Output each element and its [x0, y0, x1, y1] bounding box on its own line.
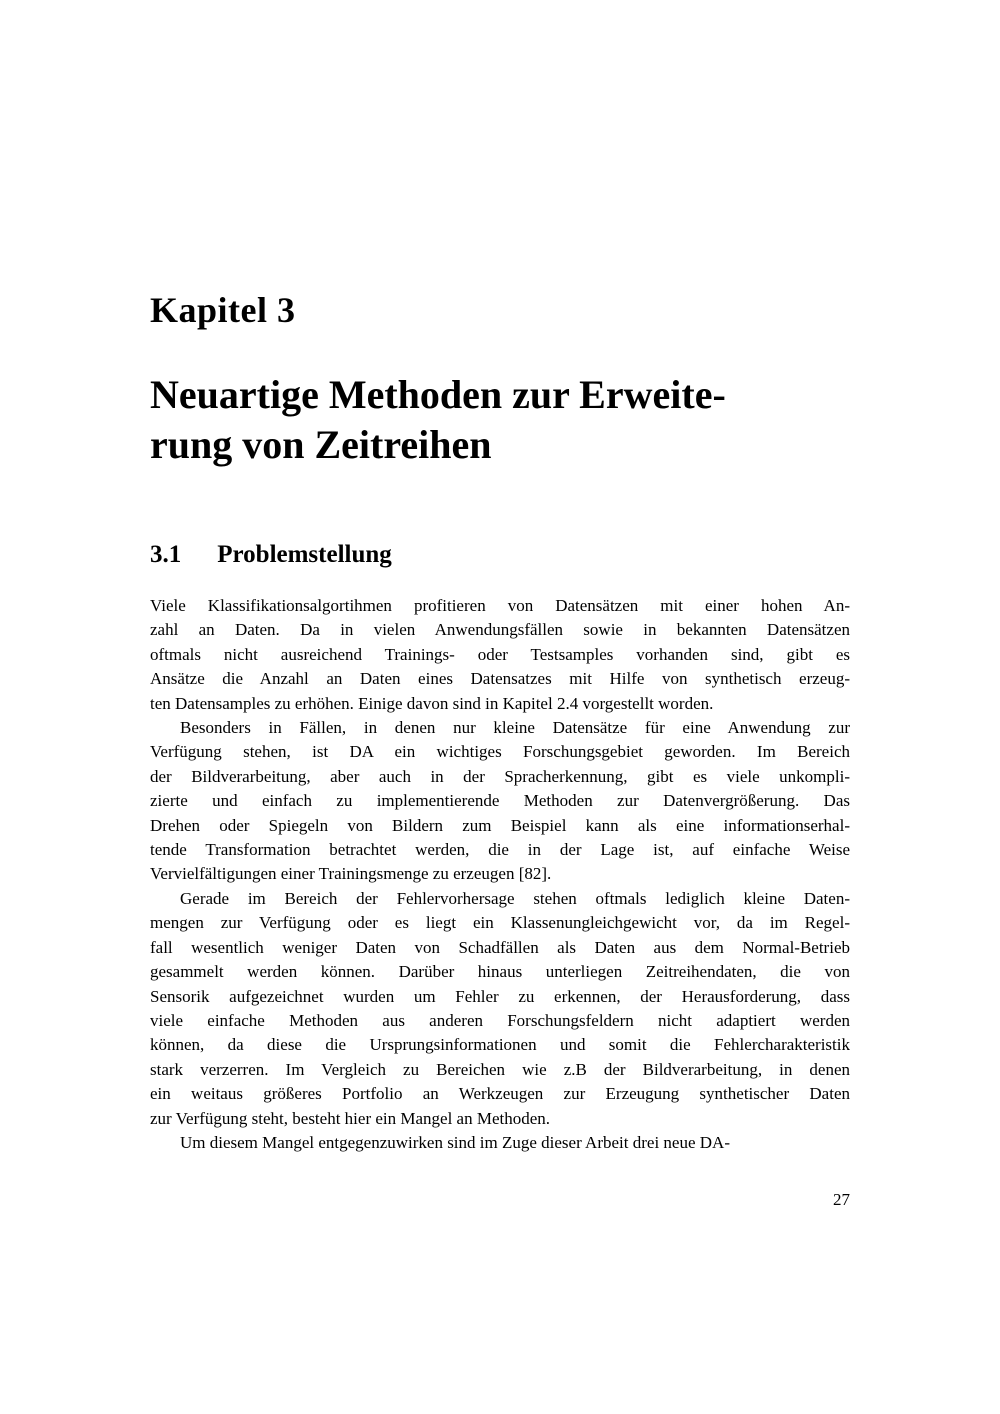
paragraph	[150, 887, 850, 1131]
body-text	[150, 594, 850, 1155]
body-line: viele einfache Methoden aus anderen Forschungsfeldern nicht adaptiert werden	[150, 1010, 850, 1030]
body-line: Viele Klassifikationsalgortihmen profitieren von Datensätzen mit einer hohen An-	[150, 596, 850, 615]
body-line: oftmals nicht ausreichend Trainings- oder Testsamples vorhanden sind, gibt es	[150, 644, 850, 664]
body-line: ten Datensamples zu erhöhen. Einige davon sind in Kapitel 2.4 vorgestellt worden.	[150, 693, 714, 713]
body-line: fall wesentlich weniger Daten von Schadfällen als Daten aus dem Normal-Betrieb	[150, 937, 850, 957]
body-line: Verfügung stehen, ist DA ein wichtiges Forschungsgebiet geworden. Im Bereich	[150, 742, 850, 762]
chapter-title-line: rung von Zeitreihen	[150, 422, 492, 467]
section-heading	[150, 541, 392, 569]
body-line: können, da diese die Ursprungsinformationen und somit die Fehlercharakteristik	[150, 1035, 850, 1055]
chapter-label: Kapitel 3	[150, 290, 296, 330]
body-line: stark verzerren. Im Vergleich zu Bereichen wie z.B der Bildverarbeitung, in denen	[150, 1059, 850, 1079]
body-line: der Bildverarbeitung, aber auch in der Spracherkennung, gibt es viele unkompli-	[150, 766, 850, 786]
chapter-title	[150, 370, 850, 470]
body-line: Um diesem Mangel entgegenzuwirken sind im Zuge dieser Arbeit drei neue DA-	[180, 1132, 730, 1152]
body-line: zahl an Daten. Da in vielen Anwendungsfällen sowie in bekannten Datensätzen	[150, 620, 850, 640]
body-line: Gerade im Bereich der Fehlervorhersage stehen oftmals lediglich kleine Daten-	[180, 888, 850, 908]
body-line: mengen zur Verfügung oder es liegt ein Klassenungleichgewicht vor, da im Regel-	[150, 913, 850, 933]
paragraph	[150, 716, 850, 887]
paragraph	[150, 594, 850, 716]
section-title: Problemstellung	[217, 541, 392, 568]
body-line: ein weitaus größeres Portfolio an Werkzeugen zur Erzeugung synthetischer Daten	[150, 1084, 850, 1104]
body-line: Ansätze die Anzahl an Daten eines Datensatzes mit Hilfe von synthetisch erzeug-	[150, 669, 850, 689]
body-line: Besonders in Fällen, in denen nur kleine Datensätze für eine Anwendung zur	[180, 718, 850, 738]
page-number: 27	[833, 1190, 850, 1209]
body-line: zur Verfügung steht, besteht hier ein Mangel an Methoden.	[150, 1108, 551, 1128]
paragraph	[150, 1131, 850, 1155]
body-line: Vervielfältigungen einer Trainingsmenge zu erzeugen [82].	[150, 864, 552, 884]
section-number: 3.1	[150, 541, 182, 568]
chapter-title-line: Neuartige Methoden zur Erweite-	[150, 372, 726, 417]
body-line: Sensorik aufgezeichnet wurden um Fehler zu erkennen, der Herausforderung, dass	[150, 986, 850, 1006]
body-line: Drehen oder Spiegeln von Bildern zum Beispiel kann als eine informationserhal-	[150, 815, 850, 835]
body-line: tende Transformation betrachtet werden, die in der Lage ist, auf einfache Weise	[150, 840, 850, 860]
body-line: gesammelt werden können. Darüber hinaus unterliegen Zeitreihendaten, die von	[150, 962, 850, 982]
body-line: zierte und einfach zu implementierende Methoden zur Datenvergrößerung. Das	[150, 791, 850, 811]
